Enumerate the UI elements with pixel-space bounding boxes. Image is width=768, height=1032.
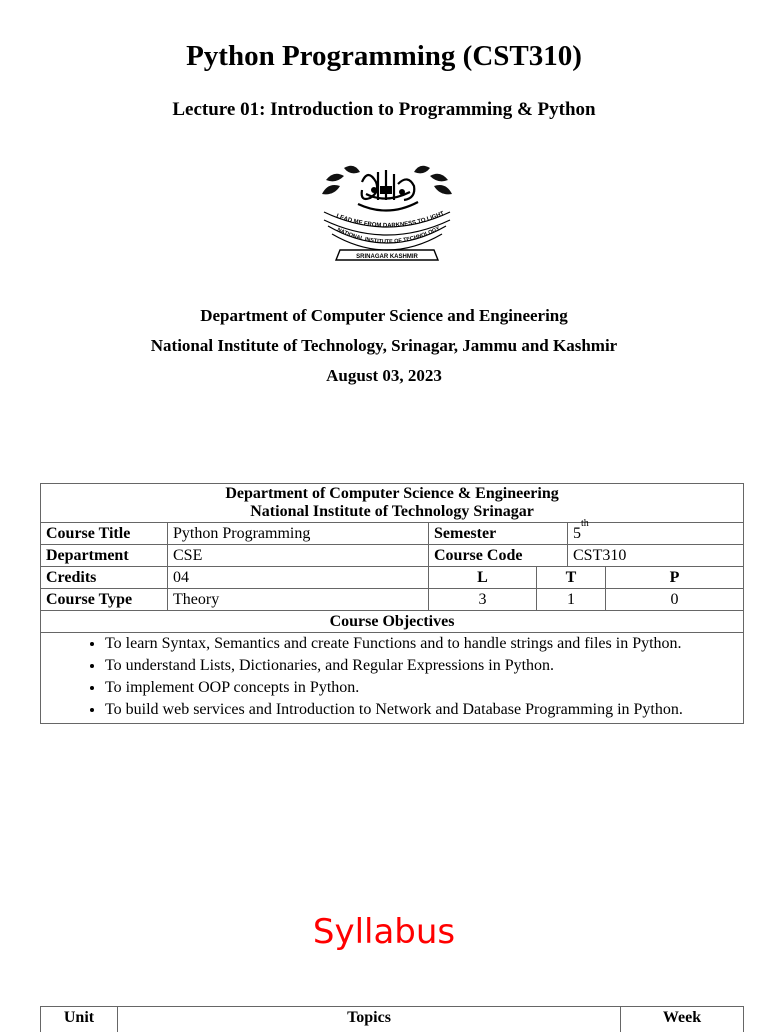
lecture-hours-value: 3 [429, 589, 537, 611]
course-title-value: Python Programming [168, 523, 429, 545]
table-header-inst: National Institute of Technology Srinagar [45, 503, 739, 521]
practical-hours-value: 0 [606, 589, 744, 611]
unit-header: Unit [41, 1007, 118, 1032]
course-info-table [40, 483, 744, 724]
semester-label: Semester [429, 523, 568, 545]
table-header-row [41, 484, 744, 523]
course-type-label: Course Type [41, 589, 168, 611]
list-item: • To understand Lists, Dictionaries, and Regular Expressions in Python. [105, 655, 737, 677]
practical-hours-label: P [606, 567, 744, 589]
course-code-value: CST310 [568, 545, 744, 567]
course-code-label: Course Code [429, 545, 568, 567]
syllabus-table [40, 1006, 744, 1032]
objectives-list [41, 633, 743, 723]
list-item: • To build web services and Introduction to Network and Database Programming in Python. [105, 699, 737, 721]
svg-text:LEAD ME FROM DARKNESS TO LIGHT [335, 211, 445, 229]
institute-line: National Institute of Technology, Srinagar, Jammu and Kashmir [0, 336, 768, 356]
nit-srinagar-emblem-icon [314, 160, 460, 272]
table-row [41, 523, 744, 545]
list-item: • To learn Syntax, Semantics and create Functions and to handle strings and files in Python. [105, 633, 737, 655]
table-row [41, 589, 744, 611]
lecture-subtitle: Lecture 01: Introduction to Programming & Python [0, 99, 768, 121]
table-row [41, 545, 744, 567]
emblem-scroll-text: SRINAGAR KASHMIR [356, 254, 418, 260]
table-header [41, 484, 744, 523]
tutorial-hours-label: T [537, 567, 606, 589]
lecture-date: August 03, 2023 [0, 366, 768, 386]
semester-number: 5 [573, 525, 581, 542]
department-value: CSE [168, 545, 429, 567]
credits-label: Credits [41, 567, 168, 589]
lecture-hours-label: L [429, 567, 537, 589]
course-objectives-cell [41, 633, 744, 724]
department-label: Department [41, 545, 168, 567]
semester-suffix: th [581, 518, 589, 529]
emblem-motto: LEAD ME FROM DARKNESS TO LIGHT [335, 211, 445, 229]
emblem-ring-text: NATIONAL INSTITUTE OF TECHNOLOGY [336, 226, 441, 245]
table-row [41, 567, 744, 589]
topics-header: Topics [118, 1007, 621, 1032]
table-header-dept: Department of Computer Science & Engineering [45, 485, 739, 503]
list-item: • To implement OOP concepts in Python. [105, 677, 737, 699]
credits-value: 04 [168, 567, 429, 589]
course-type-value: Theory [168, 589, 429, 611]
table-row [41, 633, 744, 724]
table-header-row [41, 1007, 744, 1032]
semester-value [568, 523, 744, 545]
syllabus-heading: Syllabus [0, 912, 768, 952]
course-title-label: Course Title [41, 523, 168, 545]
table-row [41, 611, 744, 633]
department-line: Department of Computer Science and Engineering [0, 306, 768, 326]
course-objectives-label: Course Objectives [41, 611, 744, 633]
week-header: Week [621, 1007, 744, 1032]
tutorial-hours-value: 1 [537, 589, 606, 611]
document-title: Python Programming (CST310) [0, 40, 768, 73]
